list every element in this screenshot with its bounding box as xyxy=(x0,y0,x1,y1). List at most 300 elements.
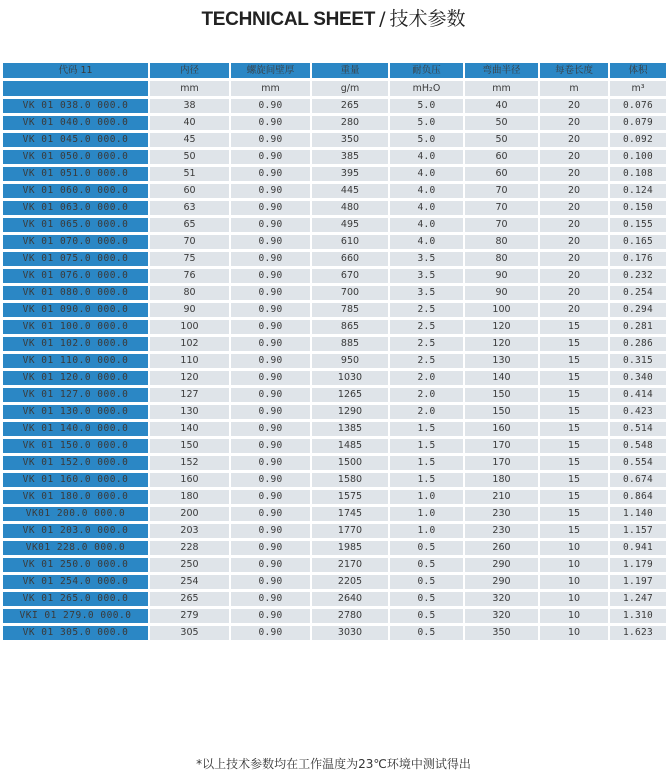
cell-weight: 950 xyxy=(312,354,388,368)
cell-negative-pressure: 1.0 xyxy=(390,490,463,504)
cell-weight: 610 xyxy=(312,235,388,249)
cell-coil-length: 10 xyxy=(540,575,608,589)
cell-inner-diameter: 75 xyxy=(150,252,229,266)
unit-inner-diameter: mm xyxy=(150,81,229,96)
cell-negative-pressure: 1.5 xyxy=(390,439,463,453)
cell-negative-pressure: 2.0 xyxy=(390,388,463,402)
cell-wall-thickness: 0.90 xyxy=(231,286,310,300)
cell-weight: 395 xyxy=(312,167,388,181)
cell-bend-radius: 120 xyxy=(465,337,538,351)
table-row xyxy=(3,422,666,436)
cell-bend-radius: 230 xyxy=(465,524,538,538)
cell-coil-length: 15 xyxy=(540,337,608,351)
cell-weight: 445 xyxy=(312,184,388,198)
unit-wall-thickness: mm xyxy=(231,81,310,96)
cell-wall-thickness: 0.90 xyxy=(231,592,310,606)
cell-code: VK01 200.0 000.0 xyxy=(3,507,148,521)
cell-wall-thickness: 0.90 xyxy=(231,626,310,640)
cell-coil-length: 20 xyxy=(540,252,608,266)
cell-code: VK 01 065.0 000.0 xyxy=(3,218,148,232)
cell-weight: 1575 xyxy=(312,490,388,504)
cell-bend-radius: 150 xyxy=(465,405,538,419)
cell-weight: 660 xyxy=(312,252,388,266)
cell-coil-length: 15 xyxy=(540,371,608,385)
cell-volume: 0.150 xyxy=(610,201,666,215)
cell-volume: 1.310 xyxy=(610,609,666,623)
header-volume: 体积 xyxy=(610,63,666,78)
cell-coil-length: 20 xyxy=(540,201,608,215)
cell-inner-diameter: 63 xyxy=(150,201,229,215)
cell-volume: 0.100 xyxy=(610,150,666,164)
cell-code: VK 01 038.0 000.0 xyxy=(3,99,148,113)
cell-bend-radius: 320 xyxy=(465,609,538,623)
cell-bend-radius: 80 xyxy=(465,235,538,249)
cell-coil-length: 15 xyxy=(540,524,608,538)
cell-bend-radius: 320 xyxy=(465,592,538,606)
cell-coil-length: 15 xyxy=(540,439,608,453)
cell-negative-pressure: 4.0 xyxy=(390,150,463,164)
cell-negative-pressure: 1.5 xyxy=(390,456,463,470)
cell-wall-thickness: 0.90 xyxy=(231,422,310,436)
cell-inner-diameter: 228 xyxy=(150,541,229,555)
cell-inner-diameter: 152 xyxy=(150,456,229,470)
cell-inner-diameter: 50 xyxy=(150,150,229,164)
cell-coil-length: 15 xyxy=(540,320,608,334)
table-row xyxy=(3,218,666,232)
cell-volume: 0.286 xyxy=(610,337,666,351)
cell-code: VK 01 102.0 000.0 xyxy=(3,337,148,351)
cell-negative-pressure: 3.5 xyxy=(390,286,463,300)
cell-weight: 700 xyxy=(312,286,388,300)
table-row xyxy=(3,524,666,538)
cell-code: VK 01 265.0 000.0 xyxy=(3,592,148,606)
cell-wall-thickness: 0.90 xyxy=(231,490,310,504)
cell-bend-radius: 170 xyxy=(465,456,538,470)
unit-code xyxy=(3,81,148,96)
cell-code: VK 01 050.0 000.0 xyxy=(3,150,148,164)
cell-inner-diameter: 279 xyxy=(150,609,229,623)
cell-wall-thickness: 0.90 xyxy=(231,388,310,402)
cell-bend-radius: 170 xyxy=(465,439,538,453)
cell-coil-length: 15 xyxy=(540,354,608,368)
cell-bend-radius: 120 xyxy=(465,320,538,334)
cell-code: VK 01 080.0 000.0 xyxy=(3,286,148,300)
cell-inner-diameter: 305 xyxy=(150,626,229,640)
cell-bend-radius: 60 xyxy=(465,150,538,164)
cell-negative-pressure: 0.5 xyxy=(390,592,463,606)
cell-negative-pressure: 4.0 xyxy=(390,218,463,232)
cell-weight: 1030 xyxy=(312,371,388,385)
table-row xyxy=(3,269,666,283)
cell-inner-diameter: 40 xyxy=(150,116,229,130)
cell-wall-thickness: 0.90 xyxy=(231,167,310,181)
cell-code: VK 01 060.0 000.0 xyxy=(3,184,148,198)
cell-volume: 0.281 xyxy=(610,320,666,334)
cell-negative-pressure: 2.0 xyxy=(390,405,463,419)
header-wall-thickness: 螺旋间壁厚 xyxy=(231,63,310,78)
unit-bend-radius: mm xyxy=(465,81,538,96)
cell-code: VK 01 045.0 000.0 xyxy=(3,133,148,147)
cell-bend-radius: 130 xyxy=(465,354,538,368)
cell-weight: 1385 xyxy=(312,422,388,436)
header-code: 代码 11 xyxy=(3,63,148,78)
cell-inner-diameter: 110 xyxy=(150,354,229,368)
cell-bend-radius: 230 xyxy=(465,507,538,521)
cell-coil-length: 20 xyxy=(540,116,608,130)
cell-coil-length: 20 xyxy=(540,167,608,181)
table-row xyxy=(3,150,666,164)
cell-bend-radius: 90 xyxy=(465,269,538,283)
cell-volume: 0.548 xyxy=(610,439,666,453)
table-row xyxy=(3,320,666,334)
cell-weight: 670 xyxy=(312,269,388,283)
cell-wall-thickness: 0.90 xyxy=(231,575,310,589)
footnote: *以上技术参数均在工作温度为23℃环境中测试得出 xyxy=(196,757,471,771)
cell-negative-pressure: 1.0 xyxy=(390,524,463,538)
cell-wall-thickness: 0.90 xyxy=(231,150,310,164)
table-row xyxy=(3,490,666,504)
table-row xyxy=(3,99,666,113)
cell-coil-length: 15 xyxy=(540,507,608,521)
cell-volume: 0.076 xyxy=(610,99,666,113)
cell-volume: 0.674 xyxy=(610,473,666,487)
table-row xyxy=(3,609,666,623)
cell-volume: 0.108 xyxy=(610,167,666,181)
cell-inner-diameter: 90 xyxy=(150,303,229,317)
cell-bend-radius: 90 xyxy=(465,286,538,300)
cell-code: VK 01 120.0 000.0 xyxy=(3,371,148,385)
cell-code: VK 01 100.0 000.0 xyxy=(3,320,148,334)
table-row xyxy=(3,473,666,487)
cell-negative-pressure: 0.5 xyxy=(390,626,463,640)
cell-code: VK 01 070.0 000.0 xyxy=(3,235,148,249)
cell-wall-thickness: 0.90 xyxy=(231,524,310,538)
cell-weight: 1500 xyxy=(312,456,388,470)
cell-wall-thickness: 0.90 xyxy=(231,541,310,555)
table-row xyxy=(3,303,666,317)
cell-code: VK01 228.0 000.0 xyxy=(3,541,148,555)
cell-code: VK 01 140.0 000.0 xyxy=(3,422,148,436)
cell-inner-diameter: 130 xyxy=(150,405,229,419)
cell-weight: 865 xyxy=(312,320,388,334)
cell-negative-pressure: 4.0 xyxy=(390,167,463,181)
cell-negative-pressure: 5.0 xyxy=(390,133,463,147)
cell-inner-diameter: 160 xyxy=(150,473,229,487)
cell-bend-radius: 260 xyxy=(465,541,538,555)
cell-wall-thickness: 0.90 xyxy=(231,320,310,334)
cell-volume: 0.155 xyxy=(610,218,666,232)
cell-wall-thickness: 0.90 xyxy=(231,303,310,317)
cell-weight: 1745 xyxy=(312,507,388,521)
cell-inner-diameter: 265 xyxy=(150,592,229,606)
cell-bend-radius: 290 xyxy=(465,558,538,572)
cell-coil-length: 15 xyxy=(540,405,608,419)
cell-wall-thickness: 0.90 xyxy=(231,235,310,249)
cell-code: VK 01 152.0 000.0 xyxy=(3,456,148,470)
cell-negative-pressure: 0.5 xyxy=(390,558,463,572)
header-negative-pressure: 耐负压 xyxy=(390,63,463,78)
cell-inner-diameter: 51 xyxy=(150,167,229,181)
cell-code: VK 01 127.0 000.0 xyxy=(3,388,148,402)
table-row xyxy=(3,116,666,130)
table-row xyxy=(3,252,666,266)
cell-code: VK 01 160.0 000.0 xyxy=(3,473,148,487)
cell-coil-length: 20 xyxy=(540,286,608,300)
cell-negative-pressure: 5.0 xyxy=(390,99,463,113)
cell-coil-length: 15 xyxy=(540,473,608,487)
cell-bend-radius: 60 xyxy=(465,167,538,181)
cell-inner-diameter: 180 xyxy=(150,490,229,504)
cell-weight: 885 xyxy=(312,337,388,351)
cell-volume: 0.941 xyxy=(610,541,666,555)
technical-table xyxy=(1,60,667,643)
cell-weight: 2640 xyxy=(312,592,388,606)
cell-bend-radius: 100 xyxy=(465,303,538,317)
cell-volume: 0.254 xyxy=(610,286,666,300)
table-row xyxy=(3,286,666,300)
cell-bend-radius: 150 xyxy=(465,388,538,402)
cell-coil-length: 20 xyxy=(540,133,608,147)
cell-code: VK 01 110.0 000.0 xyxy=(3,354,148,368)
cell-negative-pressure: 4.0 xyxy=(390,235,463,249)
cell-coil-length: 10 xyxy=(540,558,608,572)
cell-negative-pressure: 4.0 xyxy=(390,201,463,215)
cell-bend-radius: 290 xyxy=(465,575,538,589)
cell-code: VK 01 040.0 000.0 xyxy=(3,116,148,130)
table-row xyxy=(3,541,666,555)
cell-coil-length: 20 xyxy=(540,269,608,283)
cell-weight: 1580 xyxy=(312,473,388,487)
cell-wall-thickness: 0.90 xyxy=(231,99,310,113)
cell-volume: 0.315 xyxy=(610,354,666,368)
header-coil-length: 每卷长度 xyxy=(540,63,608,78)
cell-volume: 0.232 xyxy=(610,269,666,283)
cell-bend-radius: 180 xyxy=(465,473,538,487)
cell-inner-diameter: 102 xyxy=(150,337,229,351)
cell-negative-pressure: 2.5 xyxy=(390,303,463,317)
cell-wall-thickness: 0.90 xyxy=(231,439,310,453)
cell-wall-thickness: 0.90 xyxy=(231,405,310,419)
table-row xyxy=(3,405,666,419)
cell-volume: 0.423 xyxy=(610,405,666,419)
table-row xyxy=(3,575,666,589)
cell-weight: 2780 xyxy=(312,609,388,623)
cell-inner-diameter: 250 xyxy=(150,558,229,572)
unit-row xyxy=(3,81,666,96)
cell-negative-pressure: 0.5 xyxy=(390,609,463,623)
sheet-title xyxy=(0,4,667,31)
cell-inner-diameter: 70 xyxy=(150,235,229,249)
cell-bend-radius: 70 xyxy=(465,184,538,198)
cell-wall-thickness: 0.90 xyxy=(231,252,310,266)
cell-volume: 0.176 xyxy=(610,252,666,266)
header-row xyxy=(3,63,666,78)
header-bend-radius: 弯曲半径 xyxy=(465,63,538,78)
table-row xyxy=(3,592,666,606)
cell-coil-length: 20 xyxy=(540,150,608,164)
cell-volume: 1.623 xyxy=(610,626,666,640)
cell-volume: 0.414 xyxy=(610,388,666,402)
table-row xyxy=(3,439,666,453)
cell-bend-radius: 80 xyxy=(465,252,538,266)
cell-code: VK 01 063.0 000.0 xyxy=(3,201,148,215)
cell-negative-pressure: 1.5 xyxy=(390,422,463,436)
cell-code: VK 01 250.0 000.0 xyxy=(3,558,148,572)
cell-weight: 385 xyxy=(312,150,388,164)
cell-coil-length: 15 xyxy=(540,490,608,504)
cell-volume: 0.514 xyxy=(610,422,666,436)
cell-inner-diameter: 80 xyxy=(150,286,229,300)
cell-volume: 0.165 xyxy=(610,235,666,249)
cell-bend-radius: 40 xyxy=(465,99,538,113)
cell-weight: 1770 xyxy=(312,524,388,538)
cell-weight: 1985 xyxy=(312,541,388,555)
cell-coil-length: 10 xyxy=(540,592,608,606)
cell-coil-length: 20 xyxy=(540,184,608,198)
cell-bend-radius: 70 xyxy=(465,201,538,215)
cell-wall-thickness: 0.90 xyxy=(231,133,310,147)
table-row xyxy=(3,507,666,521)
cell-negative-pressure: 5.0 xyxy=(390,116,463,130)
cell-weight: 495 xyxy=(312,218,388,232)
cell-bend-radius: 350 xyxy=(465,626,538,640)
cell-code: VK 01 075.0 000.0 xyxy=(3,252,148,266)
cell-weight: 785 xyxy=(312,303,388,317)
cell-wall-thickness: 0.90 xyxy=(231,456,310,470)
cell-volume: 1.140 xyxy=(610,507,666,521)
cell-negative-pressure: 4.0 xyxy=(390,184,463,198)
cell-volume: 1.247 xyxy=(610,592,666,606)
table-row xyxy=(3,354,666,368)
cell-negative-pressure: 3.5 xyxy=(390,269,463,283)
cell-code: VK 01 090.0 000.0 xyxy=(3,303,148,317)
cell-inner-diameter: 200 xyxy=(150,507,229,521)
cell-volume: 0.554 xyxy=(610,456,666,470)
cell-weight: 1290 xyxy=(312,405,388,419)
cell-wall-thickness: 0.90 xyxy=(231,473,310,487)
cell-inner-diameter: 38 xyxy=(150,99,229,113)
cell-inner-diameter: 45 xyxy=(150,133,229,147)
table-row xyxy=(3,337,666,351)
cell-volume: 1.157 xyxy=(610,524,666,538)
cell-coil-length: 15 xyxy=(540,422,608,436)
cell-bend-radius: 160 xyxy=(465,422,538,436)
cell-inner-diameter: 150 xyxy=(150,439,229,453)
cell-negative-pressure: 1.5 xyxy=(390,473,463,487)
cell-weight: 3030 xyxy=(312,626,388,640)
cell-volume: 0.340 xyxy=(610,371,666,385)
cell-coil-length: 20 xyxy=(540,303,608,317)
cell-code: VK 01 130.0 000.0 xyxy=(3,405,148,419)
unit-weight: g/m xyxy=(312,81,388,96)
cell-weight: 280 xyxy=(312,116,388,130)
cell-code: VK 01 150.0 000.0 xyxy=(3,439,148,453)
cell-weight: 2170 xyxy=(312,558,388,572)
title-separator: / xyxy=(379,8,386,30)
cell-wall-thickness: 0.90 xyxy=(231,218,310,232)
cell-weight: 1485 xyxy=(312,439,388,453)
cell-inner-diameter: 100 xyxy=(150,320,229,334)
cell-inner-diameter: 140 xyxy=(150,422,229,436)
cell-weight: 350 xyxy=(312,133,388,147)
cell-inner-diameter: 60 xyxy=(150,184,229,198)
cell-wall-thickness: 0.90 xyxy=(231,558,310,572)
unit-coil-length: m xyxy=(540,81,608,96)
cell-code: VK 01 180.0 000.0 xyxy=(3,490,148,504)
cell-wall-thickness: 0.90 xyxy=(231,116,310,130)
cell-inner-diameter: 120 xyxy=(150,371,229,385)
cell-code: VK 01 254.0 000.0 xyxy=(3,575,148,589)
table-row xyxy=(3,558,666,572)
cell-inner-diameter: 203 xyxy=(150,524,229,538)
cell-wall-thickness: 0.90 xyxy=(231,201,310,215)
header-inner-diameter: 内径 xyxy=(150,63,229,78)
cell-wall-thickness: 0.90 xyxy=(231,269,310,283)
cell-weight: 1265 xyxy=(312,388,388,402)
cell-wall-thickness: 0.90 xyxy=(231,337,310,351)
cell-coil-length: 10 xyxy=(540,609,608,623)
table-row xyxy=(3,456,666,470)
cell-volume: 0.864 xyxy=(610,490,666,504)
cell-bend-radius: 70 xyxy=(465,218,538,232)
cell-weight: 265 xyxy=(312,99,388,113)
cell-volume: 1.197 xyxy=(610,575,666,589)
cell-code: VKI 01 279.0 000.0 xyxy=(3,609,148,623)
unit-volume: m³ xyxy=(610,81,666,96)
cell-negative-pressure: 2.0 xyxy=(390,371,463,385)
cell-inner-diameter: 65 xyxy=(150,218,229,232)
cell-volume: 0.124 xyxy=(610,184,666,198)
table-row xyxy=(3,133,666,147)
cell-coil-length: 20 xyxy=(540,99,608,113)
cell-volume: 1.179 xyxy=(610,558,666,572)
cell-coil-length: 10 xyxy=(540,541,608,555)
cell-negative-pressure: 3.5 xyxy=(390,252,463,266)
title-chinese: 技术参数 xyxy=(389,8,466,30)
cell-weight: 2205 xyxy=(312,575,388,589)
table-row xyxy=(3,167,666,181)
cell-code: VK 01 203.0 000.0 xyxy=(3,524,148,538)
cell-coil-length: 15 xyxy=(540,388,608,402)
cell-coil-length: 20 xyxy=(540,218,608,232)
cell-bend-radius: 210 xyxy=(465,490,538,504)
cell-inner-diameter: 127 xyxy=(150,388,229,402)
cell-inner-diameter: 76 xyxy=(150,269,229,283)
cell-negative-pressure: 2.5 xyxy=(390,320,463,334)
table-row xyxy=(3,626,666,640)
table-row xyxy=(3,201,666,215)
cell-negative-pressure: 0.5 xyxy=(390,575,463,589)
cell-negative-pressure: 2.5 xyxy=(390,337,463,351)
cell-bend-radius: 140 xyxy=(465,371,538,385)
cell-wall-thickness: 0.90 xyxy=(231,507,310,521)
cell-code: VK 01 051.0 000.0 xyxy=(3,167,148,181)
cell-coil-length: 10 xyxy=(540,626,608,640)
table-row xyxy=(3,235,666,249)
cell-negative-pressure: 2.5 xyxy=(390,354,463,368)
cell-volume: 0.092 xyxy=(610,133,666,147)
cell-bend-radius: 50 xyxy=(465,116,538,130)
table-row xyxy=(3,184,666,198)
cell-volume: 0.294 xyxy=(610,303,666,317)
cell-wall-thickness: 0.90 xyxy=(231,609,310,623)
cell-negative-pressure: 1.0 xyxy=(390,507,463,521)
table-row xyxy=(3,388,666,402)
cell-wall-thickness: 0.90 xyxy=(231,371,310,385)
header-weight: 重量 xyxy=(312,63,388,78)
unit-negative-pressure: mH₂O xyxy=(390,81,463,96)
cell-weight: 480 xyxy=(312,201,388,215)
